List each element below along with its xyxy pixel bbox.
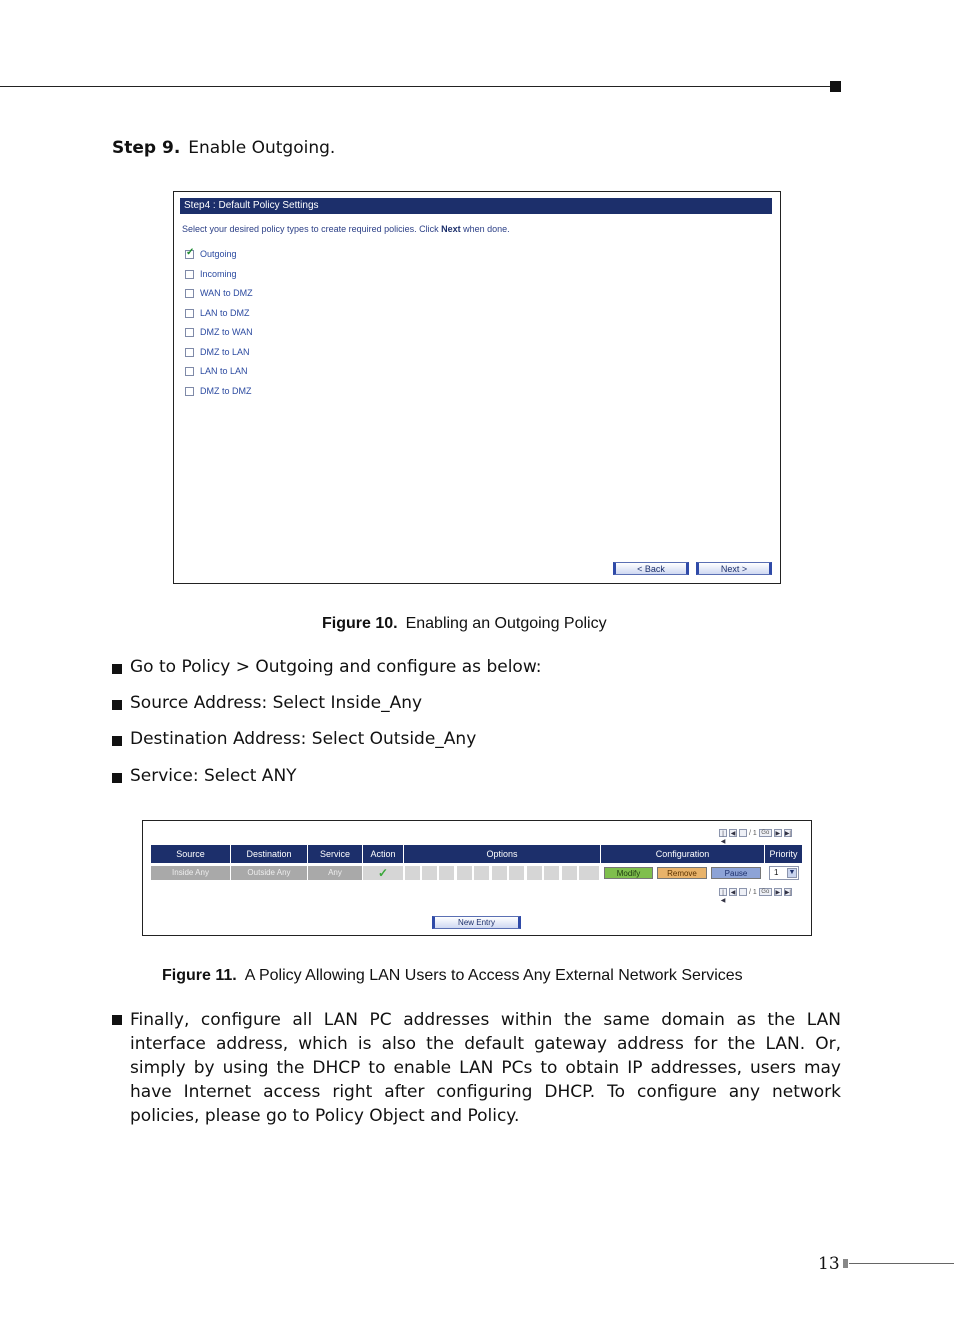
cell-destination: Outside Any	[231, 866, 308, 880]
checkbox-icon[interactable]	[185, 367, 194, 376]
bullet-square-icon	[112, 1015, 122, 1025]
modify-button[interactable]: Modify	[604, 867, 653, 879]
closing-paragraph: Finally, configure all LAN PC addresses within the same domain as the LAN interface address, which is also the default gateway address for the LAN. Or, simply by using the DHCP to enable LAN PCs to obtain IP addresses, users may have Internet access right after configuring DHCP. To configure any network policies, please go to Policy Object and Policy.	[130, 1010, 841, 1126]
header-rule	[0, 86, 832, 87]
option-outgoing[interactable]: ✓ Outgoing	[185, 249, 237, 259]
header-service: Service	[308, 845, 363, 863]
figure-11-caption: Figure 11. A Policy Allowing LAN Users to Access Any External Network Services	[162, 967, 743, 984]
checkbox-icon[interactable]	[185, 348, 194, 357]
option-cell	[405, 866, 421, 880]
new-entry-button[interactable]: New Entry	[432, 916, 521, 929]
back-button[interactable]: < Back	[613, 562, 689, 575]
next-page-icon[interactable]: ▶	[775, 890, 781, 896]
footer-marker	[843, 1259, 848, 1268]
option-cell	[562, 866, 578, 880]
last-page-icon[interactable]: ▶|	[784, 831, 791, 837]
checkbox-icon[interactable]	[185, 328, 194, 337]
header-configuration: Configuration	[601, 845, 765, 863]
remove-button[interactable]: Remove	[657, 867, 707, 879]
header-action: Action	[363, 845, 404, 863]
option-cell	[439, 866, 455, 880]
pause-button[interactable]: Pause	[711, 867, 761, 879]
chevron-down-icon[interactable]: ▼	[788, 869, 796, 876]
option-dmz-to-wan[interactable]: DMZ to WAN	[185, 327, 253, 337]
bullet-square-icon	[112, 664, 122, 674]
wizard-title-bar: Step4 : Default Policy Settings	[180, 198, 772, 214]
option-cell	[527, 866, 543, 880]
step-heading	[112, 138, 335, 158]
bullet-item: Destination Address: Select Outside_Any	[112, 729, 476, 749]
check-allow-icon: ✓	[377, 866, 389, 880]
option-dmz-to-lan[interactable]: DMZ to LAN	[185, 347, 250, 357]
next-page-icon[interactable]: ▶	[775, 831, 781, 837]
header-source: Source	[151, 845, 231, 863]
header-options: Options	[404, 845, 601, 863]
figure-11-screenshot	[142, 820, 812, 936]
option-lan-to-dmz[interactable]: LAN to DMZ	[185, 308, 250, 318]
option-lan-to-lan[interactable]: LAN to LAN	[185, 366, 248, 376]
figure-10-screenshot	[173, 191, 781, 584]
option-wan-to-dmz[interactable]: WAN to DMZ	[185, 288, 253, 298]
option-cell	[509, 866, 525, 880]
bullet-item: Go to Policy > Outgoing and configure as below:	[112, 657, 542, 677]
bullet-item: Source Address: Select Inside_Any	[112, 693, 422, 713]
last-page-icon[interactable]: ▶|	[784, 890, 791, 896]
option-cell	[474, 866, 490, 880]
option-cell	[457, 866, 473, 880]
step-label: Step 9.	[112, 138, 181, 158]
option-cell	[544, 866, 560, 880]
pager-top: |◀ ◀ / 1 Go ▶ ▶|	[720, 829, 791, 845]
option-cell	[579, 866, 600, 880]
checkbox-icon[interactable]	[185, 309, 194, 318]
cell-action	[363, 866, 404, 880]
prev-page-icon[interactable]: ◀	[730, 831, 736, 837]
step-text: Enable Outgoing.	[188, 138, 336, 158]
option-cell	[422, 866, 438, 880]
option-cell	[492, 866, 508, 880]
figure-10-caption: Figure 10. Enabling an Outgoing Policy	[322, 615, 607, 632]
header-destination: Destination	[231, 845, 308, 863]
next-button[interactable]: Next >	[696, 562, 772, 575]
pager-bottom: |◀ ◀ / 1 Go ▶ ▶|	[720, 888, 791, 904]
priority-select[interactable]: 1 ▼	[769, 866, 799, 880]
header-rule-marker	[830, 81, 841, 92]
option-incoming[interactable]: Incoming	[185, 269, 237, 279]
cell-source: Inside Any	[151, 866, 231, 880]
prev-page-icon[interactable]: ◀	[730, 890, 736, 896]
bullet-square-icon	[112, 773, 122, 783]
cell-service: Any	[308, 866, 363, 880]
checkbox-checked-icon[interactable]	[185, 250, 194, 259]
option-dmz-to-dmz[interactable]: DMZ to DMZ	[185, 386, 252, 396]
header-priority: Priority	[765, 845, 802, 863]
first-page-icon[interactable]: |◀	[720, 831, 726, 845]
checkbox-icon[interactable]	[185, 289, 194, 298]
wizard-instruction: Select your desired policy types to create required policies. Click Next when done.	[182, 224, 510, 234]
checkbox-icon[interactable]	[185, 387, 194, 396]
go-button[interactable]: Go	[759, 888, 772, 896]
first-page-icon[interactable]: |◀	[720, 890, 726, 904]
footer-rule	[849, 1263, 954, 1264]
bullet-square-icon	[112, 736, 122, 746]
bullet-item: Service: Select ANY	[112, 766, 297, 786]
go-button[interactable]: Go	[759, 829, 772, 837]
page-number: 13	[818, 1254, 840, 1274]
page-input[interactable]	[739, 829, 747, 837]
checkbox-icon[interactable]	[185, 270, 194, 279]
bullet-square-icon	[112, 700, 122, 710]
page-input[interactable]	[739, 888, 747, 896]
